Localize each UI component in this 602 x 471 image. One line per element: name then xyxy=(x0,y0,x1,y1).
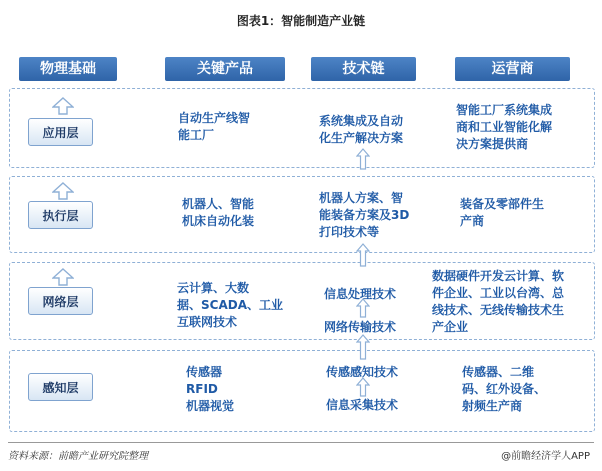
layer-label-network: 网络层 xyxy=(28,287,93,315)
perception-tech-bottom-text: 信息采集技术 xyxy=(326,398,399,412)
application-tech-text: 系统集成及自动 化生产解决方案 xyxy=(319,114,404,145)
perception-product-text: 传感器 RFID 机器视觉 xyxy=(186,365,235,413)
column-header-products: 关键产品 xyxy=(165,57,285,81)
column-header-operators: 运营商 xyxy=(455,57,570,81)
footer-divider xyxy=(8,442,594,443)
application-product-text: 自动生产线智 能工厂 xyxy=(178,111,251,142)
execution-tech-text: 机器人方案、智 能装备方案及3D 打印技术等 xyxy=(319,191,410,239)
up-arrow-icon xyxy=(356,334,370,360)
layer-label-perception: 感知层 xyxy=(28,373,93,401)
layer-label-application: 应用层 xyxy=(28,118,93,146)
source-note: 资料来源：前瞻产业研究院整理 xyxy=(8,451,148,462)
brand-note: @前瞻经济学人APP xyxy=(501,451,590,462)
up-arrow-icon xyxy=(356,243,370,267)
layer-label-execution: 执行层 xyxy=(28,201,93,229)
up-arrow-icon xyxy=(52,182,74,200)
chart-title: 图表1：智能制造产业链 xyxy=(236,14,366,28)
network-tech-bottom-text: 网络传输技术 xyxy=(324,320,397,334)
column-header-physical: 物理基础 xyxy=(19,57,117,81)
network-operator-text: 数据硬件开发云计算、软 件企业、工业以台湾、总 线技术、无线传输技术生 产企业 xyxy=(432,269,565,334)
application-operator-text: 智能工厂系统集成 商和工业智能化解 决方案提供商 xyxy=(456,103,553,151)
execution-product-text: 机器人、智能 机床自动化装 xyxy=(182,197,255,228)
perception-tech-top-text: 传感感知技术 xyxy=(326,365,399,379)
network-tech-top-text: 信息处理技术 xyxy=(324,287,397,301)
column-header-tech-chain: 技术链 xyxy=(311,57,416,81)
perception-operator-text: 传感器、二维 码、红外设备、 射频生产商 xyxy=(462,365,547,413)
up-arrow-icon xyxy=(52,97,74,115)
network-product-text: 云计算、大数 据、SCADA、工业 互联网技术 xyxy=(177,281,283,329)
up-arrow-icon xyxy=(52,268,74,286)
execution-operator-text: 装备及零部件生 产商 xyxy=(460,197,545,228)
up-arrow-icon xyxy=(356,148,370,170)
